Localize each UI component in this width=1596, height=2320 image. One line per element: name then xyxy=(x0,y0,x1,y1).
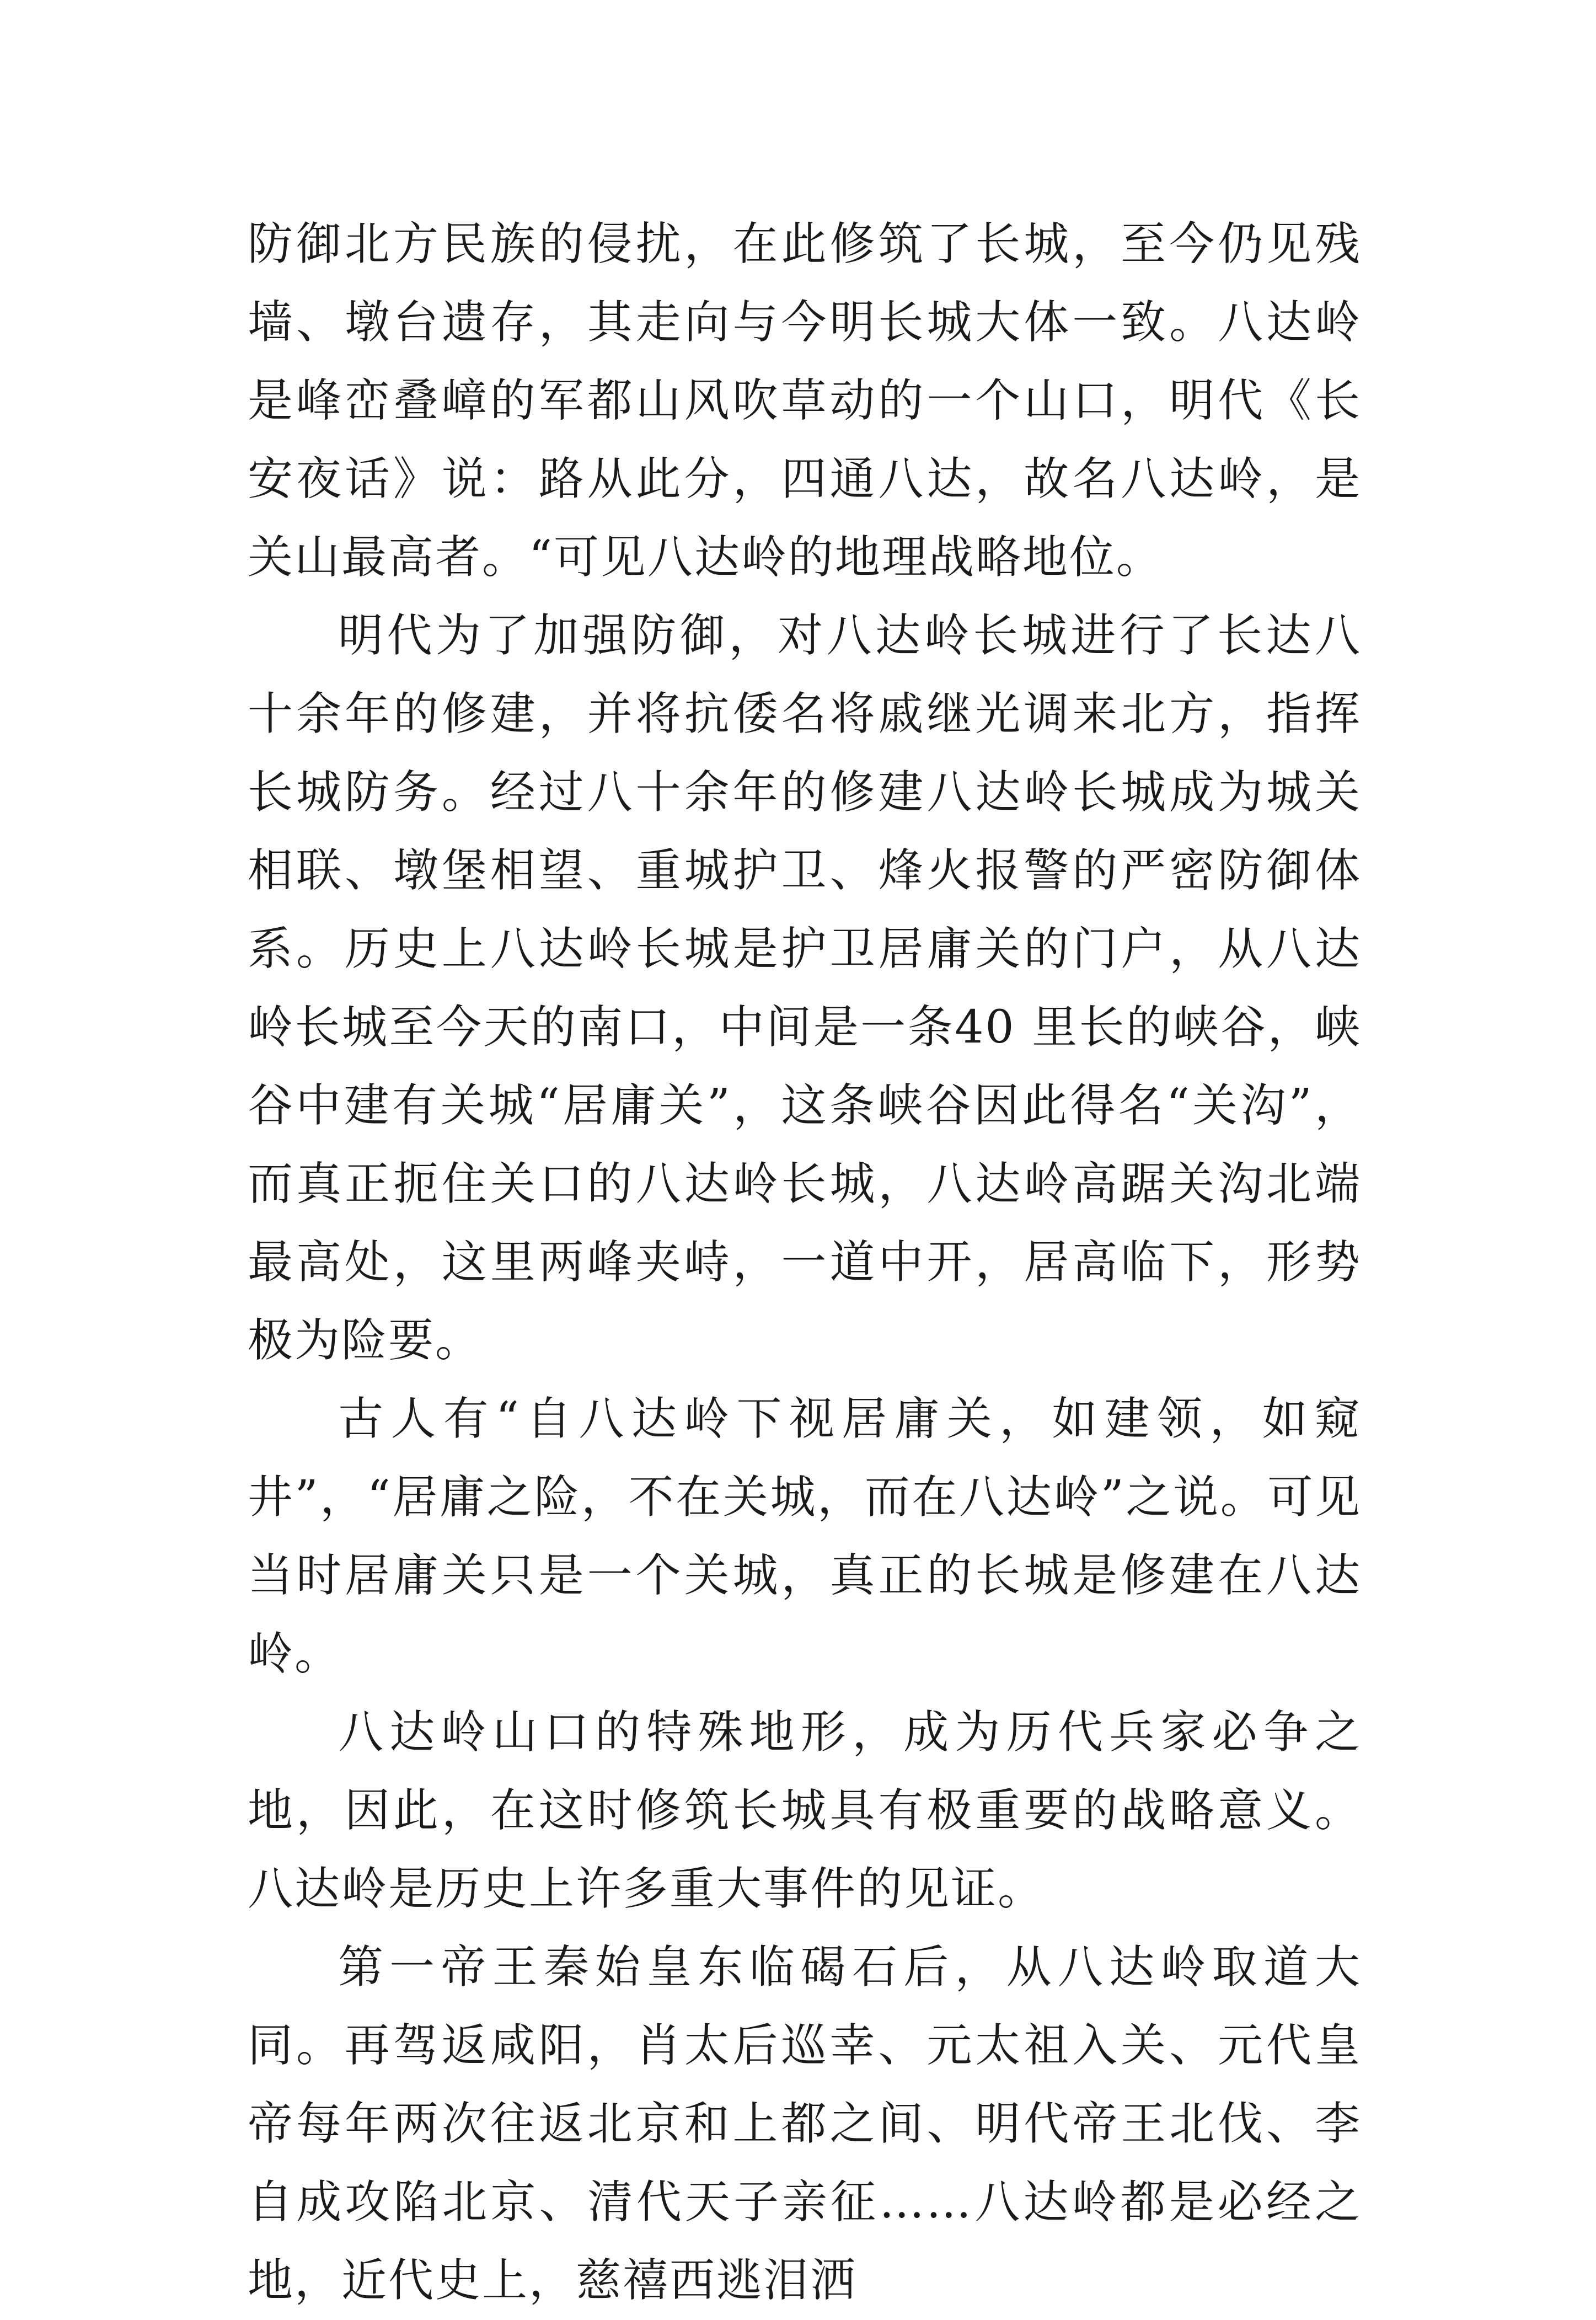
paragraph-4: 八达岭山口的特殊地形，成为历代兵家必争之地，因此，在这时修筑长城具有极重要的战略意义。八达岭是历史上许多重大事件的见证。 xyxy=(248,1706,1362,1915)
paragraph-1: 防御北方民族的侵扰，在此修筑了长城，至今仍见残墙、墩台遗存，其走向与今明长城大体一致。八达岭是峰峦叠嶂的军都山风吹草动的一个山口，明代《长安夜话》说：路从此分，四通八达，故名八达岭，是关山最高者。“可见八达岭的地理战略地位。 xyxy=(248,218,1362,584)
paragraph-3: 古人有“自八达岭下视居庸关，如建领，如窥井”，“居庸之险，不在关城，而在八达岭”之说。可见当时居庸关只是一个关城，真正的长城是修建在八达岭。 xyxy=(248,1393,1362,1680)
paragraph-2: 明代为了加强防御，对八达岭长城进行了长达八十余年的修建，并将抗倭名将戚继光调来北方，指挥长城防务。经过八十余年的修建八达岭长城成为城关相联、墩堡相望、重城护卫、烽火报警的严密防御体系。历史上八达岭长城是护卫居庸关的门户，从八达岭长城至今天的南口，中间是一条40 里长的峡谷，峡谷中建有关城“居庸关”，这条峡谷因此得名“关沟”，而真正扼住关口的八达岭长城，八达岭高踞关沟北端最高处，这里两峰夹峙，一道中开，居高临下，形势极为险要。 xyxy=(248,610,1362,1367)
paragraph-5: 第一帝王秦始皇东临碣石后，从八达岭取道大同。再驾返咸阳，肖太后巡幸、元太祖入关、元代皇帝每年两次往返北京和上都之间、明代帝王北伐、李自成攻陷北京、清代天子亲征……八达岭都是必经之地，近代史上，慈禧西逃泪洒 xyxy=(248,1941,1362,2307)
body-text xyxy=(248,205,1362,2320)
